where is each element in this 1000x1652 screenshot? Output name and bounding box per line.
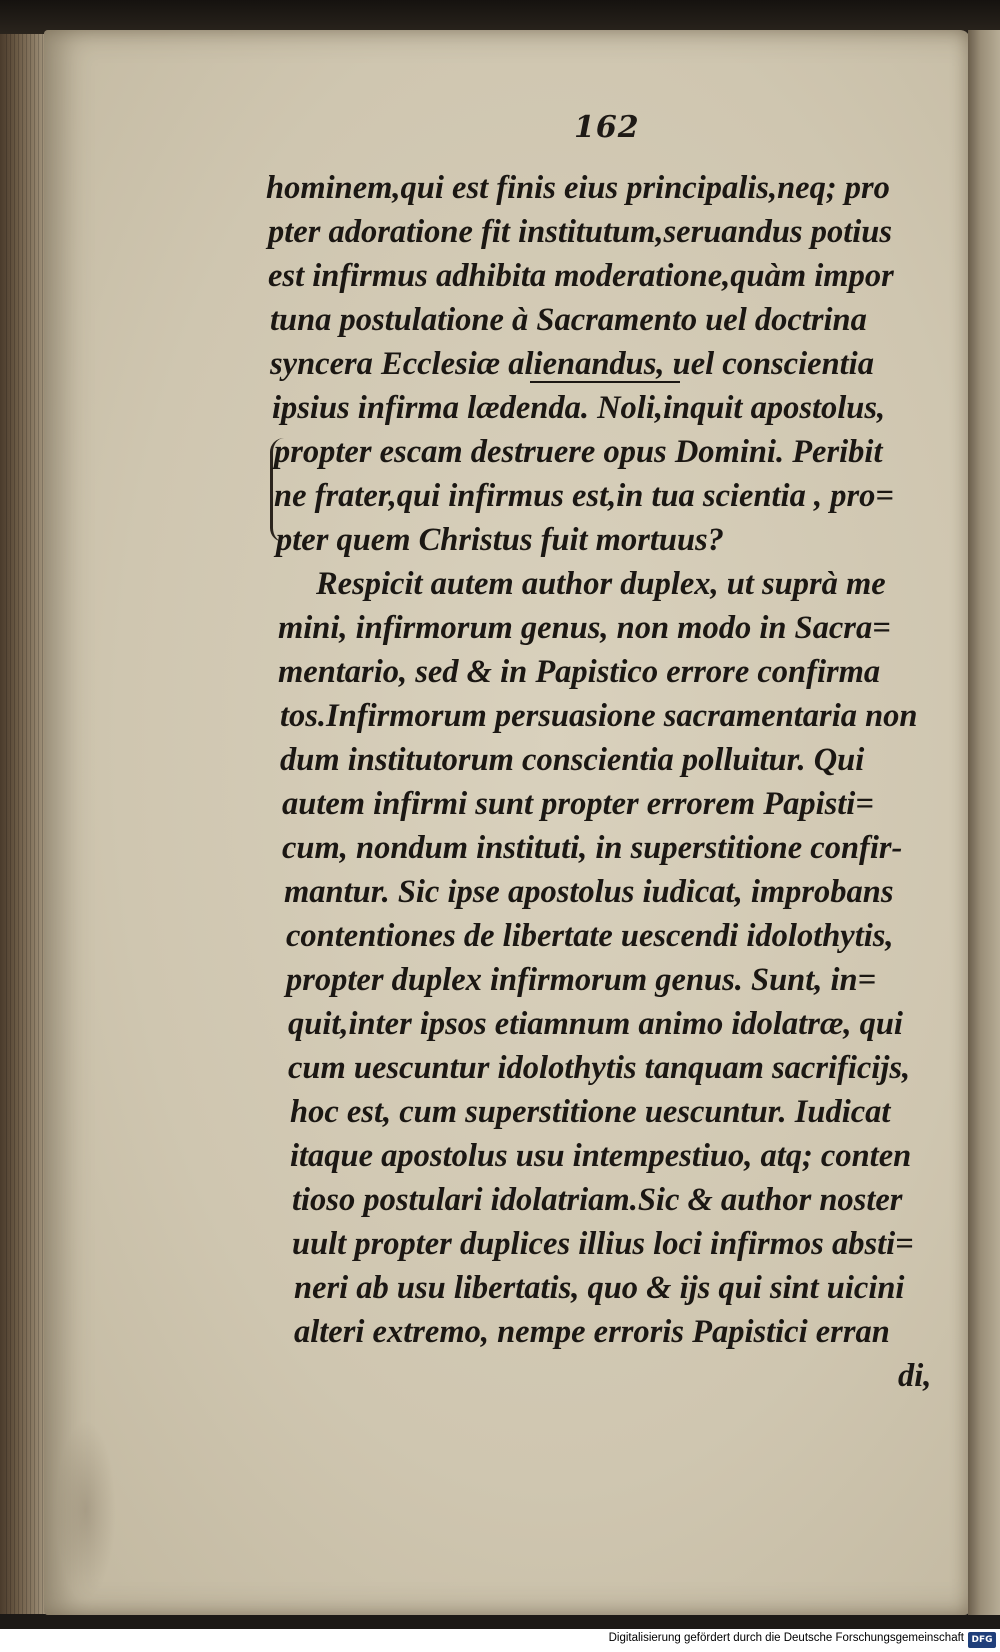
text-line: itaque apostolus usu intempestiuo, atq; conten [290, 1138, 912, 1174]
text-line: cum uescuntur idolothytis tanquam sacrificijs, [288, 1050, 911, 1086]
facing-page-edge [968, 30, 1000, 1615]
text-line: hoc est, cum superstitione uescuntur. Iudicat [290, 1094, 891, 1130]
text-line: pter adoratione fit institutum,seruandus potius [268, 214, 892, 250]
text-line: syncera Ecclesiæ alienandus, uel conscientia [270, 346, 874, 382]
text-line: autem infirmi sunt propter errorem Papisti= [282, 786, 874, 822]
text-line: neri ab usu libertatis, quo & ijs qui sint uicini [294, 1270, 905, 1306]
text-line: contentiones de libertate uescendi idolothytis, [286, 918, 894, 954]
book-spine-edge [0, 34, 48, 1614]
page-stain [56, 1420, 116, 1600]
text-line: Respicit autem author duplex, ut suprà me [316, 566, 886, 602]
text-line: dum institutorum conscientia polluitur. Qui [280, 742, 865, 778]
text-line: mini, infirmorum genus, non modo in Sacra= [278, 610, 891, 646]
text-line: tos.Infirmorum persuasione sacramentaria non [280, 698, 918, 734]
text-line: propter duplex infirmorum genus. Sunt, in= [286, 962, 877, 998]
text-line: cum, nondum instituti, in superstitione confir- [282, 830, 903, 866]
text-line: tuna postulatione à Sacramento uel doctrina [270, 302, 867, 338]
dfg-logo: DFG [968, 1632, 996, 1648]
text-line: ne frater,qui infirmus est,in tua scientia , pro= [274, 478, 894, 514]
text-line: ipsius infirma lædenda. Noli,inquit apostolus, [272, 390, 886, 426]
text-line: pter quem Christus fuit mortuus? [276, 522, 724, 558]
text-line: mentario, sed & in Papistico errore confirma [278, 654, 881, 690]
text-line: hominem,qui est finis eius principalis,neq; pro [266, 170, 890, 206]
text-line: est infirmus adhibita moderatione,quàm impor [268, 258, 894, 294]
funding-credit: Digitalisierung gefördert durch die Deutsche Forschungsgemeinschaft [608, 1632, 964, 1644]
page-number: 162 [574, 110, 640, 145]
text-line: alteri extremo, nempe erroris Papistici erran [294, 1314, 890, 1350]
text-line: propter escam destruere opus Domini. Peribit [274, 434, 883, 470]
text-line: uult propter duplices illius loci infirmos absti= [292, 1226, 914, 1262]
text-line: mantur. Sic ipse apostolus iudicat, improbans [284, 874, 894, 910]
text-line: di, [898, 1358, 932, 1394]
book-top-edge [0, 0, 1000, 34]
text-line: tioso postulari idolatriam.Sic & author noster [292, 1182, 903, 1218]
text-line: quit,inter ipsos etiamnum animo idolatræ, qui [288, 1006, 903, 1042]
